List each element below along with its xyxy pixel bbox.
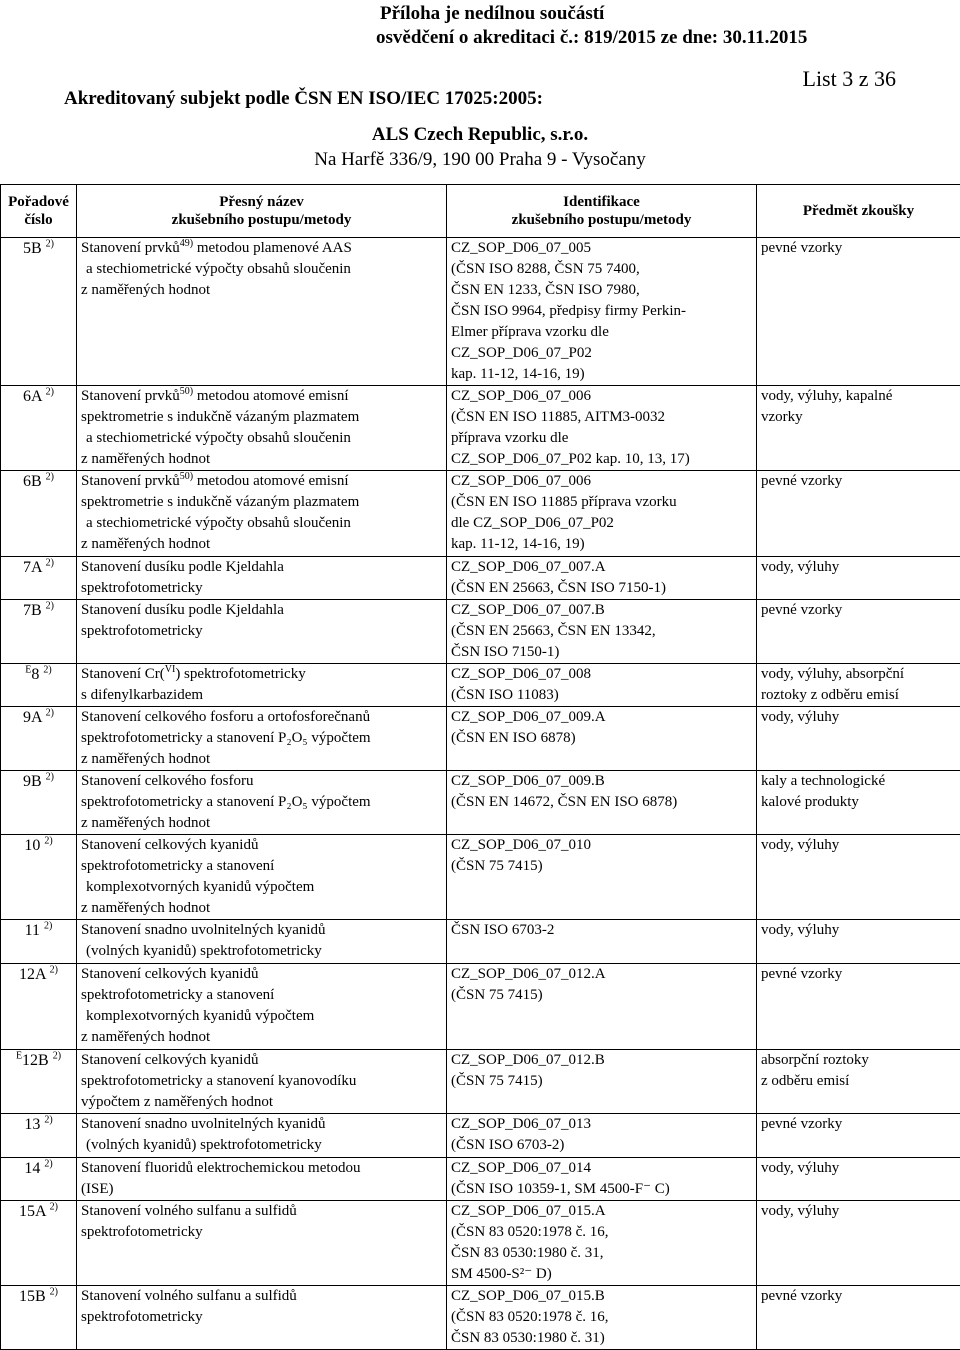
identification-line: (ČSN 75 7415) [451, 856, 752, 877]
order-number-cell [1, 600, 77, 664]
method-identification-cell [447, 1286, 757, 1350]
method-line: z naměřených hodnot [81, 813, 442, 834]
order-number-cell [1, 835, 77, 920]
test-subject-cell [757, 471, 960, 557]
annex-note: Příloha je nedílnou součástí [380, 3, 604, 25]
order-number-cell [1, 557, 77, 600]
table-row [1, 664, 960, 707]
test-subject-cell [757, 238, 960, 386]
identification-line: kap. 11-12, 14-16, 19) [451, 534, 752, 555]
table-header-row [1, 185, 960, 238]
method-identification-cell [447, 471, 757, 557]
identification-line: ČSN ISO 7150-1) [451, 642, 752, 663]
table-row [1, 557, 960, 600]
method-name-cell [77, 1286, 447, 1350]
method-name-cell [77, 835, 447, 920]
header-method-name: Přesný název zkušebního postupu/metody [77, 185, 447, 238]
order-number-prefix: E [16, 1051, 22, 1062]
method-line [81, 835, 442, 856]
method-identification-cell [447, 386, 757, 471]
method-name-cell [77, 707, 447, 771]
identification-line: (ČSN EN ISO 6878) [451, 728, 752, 749]
identification-line: CZ_SOP_D06_07_007.B [451, 600, 752, 621]
company-address: Na Harfě 336/9, 190 00 Praha 9 - Vysočany [0, 149, 960, 171]
method-text: Stanovení dusíku podle Kjeldahla [81, 602, 284, 618]
method-name-cell [77, 920, 447, 964]
test-subject-cell [757, 707, 960, 771]
method-line: (volných kyanidů) spektrofotometricky [81, 1135, 442, 1156]
method-identification-cell [447, 707, 757, 771]
method-name-cell [77, 238, 447, 386]
method-line [81, 1158, 442, 1179]
order-number-cell [1, 771, 77, 835]
method-name-cell [77, 771, 447, 835]
footnote-ref: 2) [50, 1202, 58, 1213]
test-subject-line: pevné vzorky [761, 1114, 956, 1135]
identification-line: ČSN ISO 6703-2 [451, 920, 752, 941]
order-number: 13 [24, 1116, 40, 1133]
identification-line: CZ_SOP_D06_07_007.A [451, 557, 752, 578]
order-number-cell [1, 1286, 77, 1350]
order-number-cell [1, 386, 77, 471]
order-number: 12B [22, 1052, 49, 1069]
table-row [1, 1286, 960, 1350]
identification-line: ČSN ISO 9964, předpisy firmy Perkin- [451, 301, 752, 322]
method-line [81, 1114, 442, 1135]
method-text: metodou plamenové AAS [193, 240, 352, 256]
identification-line: příprava vzorku dle [451, 428, 752, 449]
footnote-ref: 2) [43, 665, 51, 676]
identification-line: CZ_SOP_D06_07_006 [451, 386, 752, 407]
method-line: z naměřených hodnot [81, 534, 442, 555]
order-number: 10 [24, 837, 40, 854]
identification-line: (ČSN EN 14672, ČSN EN ISO 6878) [451, 792, 752, 813]
order-number: 8 [31, 666, 39, 683]
test-subject-line: pevné vzorky [761, 600, 956, 621]
identification-line: CZ_SOP_D06_07_014 [451, 1158, 752, 1179]
certificate-reference: osvědčení o akreditaci č.: 819/2015 ze dne: 30.11.2015 [376, 27, 807, 49]
test-subject-line: vody, výluhy [761, 1158, 956, 1179]
identification-line: ČSN 83 0530:1980 č. 31, [451, 1243, 752, 1264]
method-identification-cell [447, 557, 757, 600]
table-row [1, 238, 960, 386]
method-line: a stechiometrické výpočty obsahů sloučenin [81, 513, 442, 534]
test-subject-cell [757, 771, 960, 835]
table-row [1, 1050, 960, 1114]
method-line: spektrofotometricky [81, 621, 442, 642]
method-name-cell [77, 557, 447, 600]
identification-line: (ČSN 83 0520:1978 č. 16, [451, 1307, 752, 1328]
order-number: 6A [23, 388, 42, 405]
method-line [81, 471, 442, 492]
test-subject-line: kalové produkty [761, 792, 956, 813]
identification-line: (ČSN ISO 6703-2) [451, 1135, 752, 1156]
identification-line: CZ_SOP_D06_07_005 [451, 238, 752, 259]
method-text: Stanovení dusíku podle Kjeldahla [81, 559, 284, 575]
identification-line: CZ_SOP_D06_07_009.A [451, 707, 752, 728]
test-subject-line: vody, výluhy [761, 1201, 956, 1222]
table-row [1, 1158, 960, 1201]
method-line: spektrofotometricky a stanovení [81, 985, 442, 1006]
order-number: 9B [23, 773, 42, 790]
order-number: 15B [19, 1288, 46, 1305]
method-line [81, 707, 442, 728]
method-identification-cell [447, 964, 757, 1050]
method-text: metodou atomové emisní [193, 388, 348, 404]
footnote-ref: 2) [46, 387, 54, 398]
method-line: z naměřených hodnot [81, 749, 442, 770]
method-line: (ISE) [81, 1179, 442, 1200]
method-text: Stanovení volného sulfanu a sulfidů [81, 1288, 297, 1304]
footnote-ref: 2) [46, 772, 54, 783]
footnote-ref: 2) [44, 1115, 52, 1126]
method-line: spektrofotometricky a stanovení kyanovodíku [81, 1071, 442, 1092]
footnote-ref: 2) [44, 836, 52, 847]
order-number-cell [1, 964, 77, 1050]
order-number-cell [1, 664, 77, 707]
method-line: a stechiometrické výpočty obsahů sloučenin [81, 428, 442, 449]
method-line: spektrofotometricky a stanovení [81, 856, 442, 877]
order-number: 7A [23, 559, 42, 576]
methods-table [0, 184, 960, 1350]
test-subject-line: pevné vzorky [761, 238, 956, 259]
test-subject-cell [757, 1158, 960, 1201]
test-subject-line: pevné vzorky [761, 1286, 956, 1307]
method-text: Stanovení fluoridů elektrochemickou metodou [81, 1160, 361, 1176]
test-subject-line: pevné vzorky [761, 471, 956, 492]
test-subject-cell [757, 386, 960, 471]
method-text: Stanovení volného sulfanu a sulfidů [81, 1203, 297, 1219]
method-line [81, 1201, 442, 1222]
identification-line: CZ_SOP_D06_07_006 [451, 471, 752, 492]
method-text: Stanovení celkových kyanidů [81, 966, 258, 982]
test-subject-line: vody, výluhy [761, 557, 956, 578]
method-name-cell [77, 1158, 447, 1201]
table-row [1, 771, 960, 835]
method-line: spektrometrie s indukčně vázaným plazmatem [81, 407, 442, 428]
method-text: metodou atomové emisní [193, 473, 348, 489]
method-line: spektrometrie s indukčně vázaným plazmatem [81, 492, 442, 513]
order-number: 11 [25, 922, 40, 939]
identification-line: (ČSN 75 7415) [451, 985, 752, 1006]
method-line [81, 920, 442, 941]
method-identification-cell [447, 600, 757, 664]
method-name-cell [77, 1201, 447, 1286]
identification-line: SM 4500-S²⁻ D) [451, 1264, 752, 1285]
method-identification-cell [447, 238, 757, 386]
identification-line: (ČSN 83 0520:1978 č. 16, [451, 1222, 752, 1243]
order-number: 15A [19, 1203, 46, 1220]
identification-line: CZ_SOP_D06_07_015.A [451, 1201, 752, 1222]
order-number-cell [1, 238, 77, 386]
method-text: Stanovení prvků [81, 473, 180, 489]
identification-line: kap. 11-12, 14-16, 19) [451, 364, 752, 385]
method-line: spektrofotometricky [81, 578, 442, 599]
test-subject-cell [757, 664, 960, 707]
method-name-cell [77, 600, 447, 664]
method-name-cell [77, 386, 447, 471]
identification-line: (ČSN EN 25663, ČSN EN 13342, [451, 621, 752, 642]
test-subject-cell [757, 964, 960, 1050]
method-text: Stanovení snadno uvolnitelných kyanidů [81, 922, 326, 938]
identification-line: CZ_SOP_D06_07_P02 kap. 10, 13, 17) [451, 449, 752, 470]
method-text: ) spektrofotometricky [175, 666, 305, 682]
identification-line: (ČSN EN ISO 11885, AITM3-0032 [451, 407, 752, 428]
test-subject-line: vody, výluhy [761, 835, 956, 856]
method-line: a stechiometrické výpočty obsahů sloučenin [81, 259, 442, 280]
method-line [81, 1286, 442, 1307]
order-number-cell [1, 707, 77, 771]
method-line: z naměřených hodnot [81, 1027, 442, 1048]
test-subject-cell [757, 557, 960, 600]
test-subject-line: vody, výluhy, kapalné [761, 386, 956, 407]
test-subject-line: vody, výluhy, absorpční [761, 664, 956, 685]
method-line [81, 664, 442, 685]
identification-line: CZ_SOP_D06_07_P02 [451, 343, 752, 364]
identification-line: (ČSN ISO 10359-1, SM 4500-F⁻ C) [451, 1179, 752, 1200]
method-footnote: 50) [180, 386, 193, 397]
order-number: 7B [23, 602, 42, 619]
identification-line: CZ_SOP_D06_07_009.B [451, 771, 752, 792]
identification-line: (ČSN EN ISO 11885 příprava vzorku [451, 492, 752, 513]
test-subject-cell [757, 920, 960, 964]
test-subject-cell [757, 1286, 960, 1350]
identification-line: ČSN EN 1233, ČSN ISO 7980, [451, 280, 752, 301]
method-line: spektrofotometricky a stanovení P₂O₅ výpočtem [81, 728, 442, 749]
identification-line: CZ_SOP_D06_07_008 [451, 664, 752, 685]
method-line [81, 557, 442, 578]
test-subject-cell [757, 1114, 960, 1158]
method-identification-cell [447, 1114, 757, 1158]
table-row [1, 600, 960, 664]
method-line [81, 386, 442, 407]
method-line: komplexotvorných kyanidů výpočtem [81, 1006, 442, 1027]
method-line [81, 1050, 442, 1071]
identification-line: (ČSN 75 7415) [451, 1071, 752, 1092]
test-subject-line: pevné vzorky [761, 964, 956, 985]
identification-line: Elmer příprava vzorku dle [451, 322, 752, 343]
identification-line: CZ_SOP_D06_07_012.A [451, 964, 752, 985]
identification-line: ČSN 83 0530:1980 č. 31) [451, 1328, 752, 1349]
table-row [1, 835, 960, 920]
test-subject-line: vzorky [761, 407, 956, 428]
method-text: Stanovení celkových kyanidů [81, 1052, 258, 1068]
method-text: Stanovení Cr( [81, 666, 165, 682]
table-row [1, 920, 960, 964]
order-number: 6B [23, 473, 42, 490]
test-subject-line: absorpční roztoky [761, 1050, 956, 1071]
footnote-ref: 2) [50, 965, 58, 976]
test-subject-line: roztoky z odběru emisí [761, 685, 956, 706]
test-subject-line: kaly a technologické [761, 771, 956, 792]
footnote-ref: 2) [46, 601, 54, 612]
identification-line: (ČSN EN 25663, ČSN ISO 7150-1) [451, 578, 752, 599]
footnote-ref: 2) [46, 239, 54, 250]
footnote-ref: 2) [50, 1287, 58, 1298]
test-subject-cell [757, 600, 960, 664]
order-number: 5B [23, 240, 42, 257]
method-identification-cell [447, 664, 757, 707]
method-text: Stanovení celkových kyanidů [81, 837, 258, 853]
test-subject-cell [757, 835, 960, 920]
order-number-cell [1, 920, 77, 964]
table-row [1, 1114, 960, 1158]
order-number-cell [1, 1201, 77, 1286]
footnote-ref: 2) [53, 1051, 61, 1062]
header-order-number: Pořadové číslo [1, 185, 77, 238]
method-identification-cell [447, 1050, 757, 1114]
accredited-subject-label: Akreditovaný subjekt podle ČSN EN ISO/IEC 17025:2005: [64, 88, 543, 110]
method-line: (volných kyanidů) spektrofotometricky [81, 941, 442, 962]
method-identification-cell [447, 771, 757, 835]
footnote-ref: 2) [46, 472, 54, 483]
identification-line: dle CZ_SOP_D06_07_P02 [451, 513, 752, 534]
table-row [1, 386, 960, 471]
method-line: z naměřených hodnot [81, 280, 442, 301]
method-line: komplexotvorných kyanidů výpočtem [81, 877, 442, 898]
method-name-cell [77, 1114, 447, 1158]
footnote-ref: 2) [46, 558, 54, 569]
method-name-cell [77, 471, 447, 557]
identification-line: CZ_SOP_D06_07_012.B [451, 1050, 752, 1071]
order-number: 9A [23, 709, 42, 726]
order-number-cell [1, 471, 77, 557]
method-line [81, 238, 442, 259]
table-row [1, 1201, 960, 1286]
method-line: z naměřených hodnot [81, 898, 442, 919]
test-subject-line: vody, výluhy [761, 920, 956, 941]
identification-line: (ČSN ISO 8288, ČSN 75 7400, [451, 259, 752, 280]
sheet-number: List 3 z 36 [803, 66, 897, 92]
header-test-subject: Předmět zkoušky [757, 185, 960, 238]
table-row [1, 707, 960, 771]
company-name: ALS Czech Republic, s.r.o. [0, 124, 960, 146]
identification-line: (ČSN ISO 11083) [451, 685, 752, 706]
order-number-prefix: E [25, 665, 31, 676]
header-method-identification: Identifikace zkušebního postupu/metody [447, 185, 757, 238]
method-line: spektrofotometricky [81, 1222, 442, 1243]
method-name-cell [77, 964, 447, 1050]
identification-line: CZ_SOP_D06_07_015.B [451, 1286, 752, 1307]
order-number: 14 [24, 1160, 40, 1177]
identification-line: CZ_SOP_D06_07_013 [451, 1114, 752, 1135]
method-text: Stanovení prvků [81, 388, 180, 404]
method-footnote: 49) [180, 238, 193, 249]
method-identification-cell [447, 920, 757, 964]
method-text: Stanovení snadno uvolnitelných kyanidů [81, 1116, 326, 1132]
method-line [81, 771, 442, 792]
method-text: Stanovení prvků [81, 240, 180, 256]
method-line: spektrofotometricky a stanovení P₂O₅ výpočtem [81, 792, 442, 813]
method-identification-cell [447, 1201, 757, 1286]
method-line: z naměřených hodnot [81, 449, 442, 470]
method-line: spektrofotometricky [81, 1307, 442, 1328]
method-name-cell [77, 664, 447, 707]
method-line [81, 964, 442, 985]
order-number-cell [1, 1158, 77, 1201]
method-footnote: VI [165, 664, 176, 675]
identification-line: CZ_SOP_D06_07_010 [451, 835, 752, 856]
method-footnote: 50) [180, 471, 193, 482]
method-identification-cell [447, 835, 757, 920]
table-row [1, 964, 960, 1050]
method-line [81, 600, 442, 621]
footnote-ref: 2) [44, 1159, 52, 1170]
method-name-cell [77, 1050, 447, 1114]
test-subject-cell [757, 1201, 960, 1286]
test-subject-line: vody, výluhy [761, 707, 956, 728]
method-line: výpočtem z naměřených hodnot [81, 1092, 442, 1113]
method-text: Stanovení celkového fosforu [81, 773, 253, 789]
table-row [1, 471, 960, 557]
method-line: s difenylkarbazidem [81, 685, 442, 706]
method-identification-cell [447, 1158, 757, 1201]
order-number-cell [1, 1114, 77, 1158]
test-subject-cell [757, 1050, 960, 1114]
method-text: Stanovení celkového fosforu a ortofosforečnanů [81, 709, 370, 725]
test-subject-line: z odběru emisí [761, 1071, 956, 1092]
order-number: 12A [19, 966, 46, 983]
document-header [0, 0, 960, 180]
order-number-cell [1, 1050, 77, 1114]
footnote-ref: 2) [44, 921, 52, 932]
footnote-ref: 2) [46, 708, 54, 719]
